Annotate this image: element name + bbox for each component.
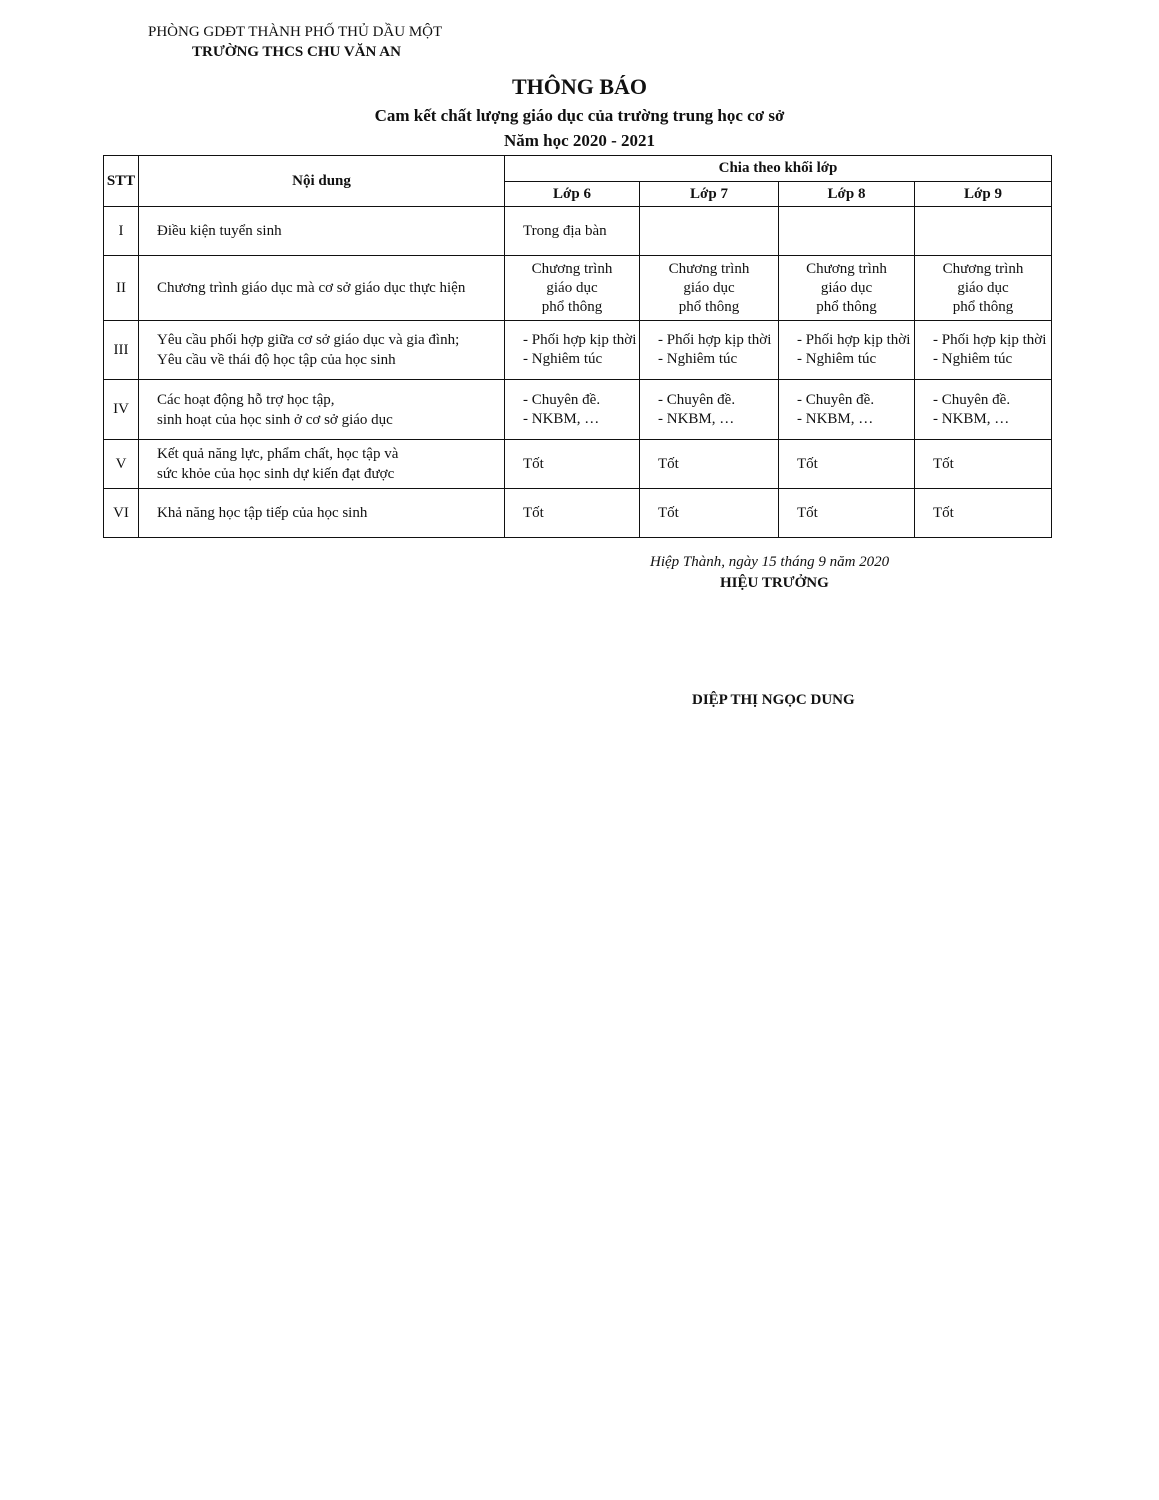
value-line: Tốt <box>523 455 544 472</box>
row-content <box>139 489 505 538</box>
row-content-line: Các hoạt động hỗ trợ học tập, <box>157 391 335 408</box>
value-line: - Nghiêm túc <box>658 351 738 367</box>
header-grade-6: Lớp 6 <box>505 182 640 207</box>
value-line: - Phối hợp kịp thời <box>658 332 772 348</box>
org-line-2: TRƯỜNG THCS CHU VĂN AN <box>192 44 401 60</box>
value-line: Chương trình <box>806 260 887 277</box>
grade-7-value <box>640 321 779 380</box>
row-content-line: Yêu cầu phối hợp giữa cơ sở giáo dục và gia đình; <box>157 332 460 348</box>
row-content-line: sức khỏe của học sinh dự kiến đạt được <box>157 466 395 482</box>
row-stt: VI <box>104 489 139 538</box>
row-content-line: Chương trình giáo dục mà cơ sở giáo dục thực hiện <box>157 280 466 296</box>
row-content <box>139 321 505 380</box>
value-line: - Chuyên đề. <box>523 391 601 408</box>
quality-commitment-table <box>103 155 1052 538</box>
value-line: - NKBM, … <box>658 410 735 427</box>
value-line: Chương trình <box>668 260 750 277</box>
value-line: Tốt <box>933 455 954 472</box>
header-grade-group: Chia theo khối lớp <box>505 156 1052 182</box>
grade-7-value <box>640 207 779 256</box>
grade-9-value <box>915 256 1052 321</box>
row-content-line: Điều kiện tuyển sinh <box>157 223 282 239</box>
value-line: - Nghiêm túc <box>797 351 877 367</box>
row-stt: IV <box>104 380 139 440</box>
header-grade-7: Lớp 7 <box>640 182 779 207</box>
value-line: giáo dục <box>683 279 735 296</box>
value-line: giáo dục <box>820 279 873 296</box>
table-row <box>104 440 1052 489</box>
grade-9-value <box>915 321 1052 380</box>
value-line: phổ thông <box>952 298 1014 315</box>
grade-7-value <box>640 489 779 538</box>
row-content-line: Kết quả năng lực, phẩm chất, học tập và <box>157 446 399 462</box>
signer-role: HIỆU TRƯỞNG <box>720 575 829 591</box>
row-content-line: Khả năng học tập tiếp của học sinh <box>157 505 368 521</box>
grade-9-value <box>915 489 1052 538</box>
grade-7-value <box>640 380 779 440</box>
grade-6-value <box>505 440 640 489</box>
place-date: Hiệp Thành, ngày 15 tháng 9 năm 2020 <box>650 554 890 570</box>
value-line: - NKBM, … <box>933 410 1010 427</box>
grade-8-value <box>779 207 915 256</box>
grade-6-value <box>505 207 640 256</box>
signer-name: DIỆP THỊ NGỌC DUNG <box>692 692 855 708</box>
row-content <box>139 207 505 256</box>
grade-7-value <box>640 256 779 321</box>
grade-6-value <box>505 380 640 440</box>
grade-7-value <box>640 440 779 489</box>
document-title: THÔNG BÁO <box>511 74 648 99</box>
table-row <box>104 207 1052 256</box>
value-line: - Phối hợp kịp thời <box>933 332 1047 348</box>
grade-9-value <box>915 207 1052 256</box>
header-grade-9: Lớp 9 <box>915 182 1052 207</box>
value-line: - Chuyên đề. <box>658 391 736 408</box>
header-stt: STT <box>104 156 139 207</box>
value-line: Trong địa bàn <box>523 222 607 239</box>
row-content <box>139 256 505 321</box>
value-line: phổ thông <box>678 298 740 315</box>
header-content: Nội dung <box>139 156 505 207</box>
document-subtitle: Cam kết chất lượng giáo dục của trường trung học cơ sở <box>374 106 785 125</box>
value-line: Chương trình <box>942 260 1024 277</box>
row-content-line: Yêu cầu về thái độ học tập của học sinh <box>157 352 396 368</box>
value-line: - Chuyên đề. <box>797 391 875 408</box>
row-content-line: sinh hoạt của học sinh ở cơ sở giáo dục <box>157 411 393 428</box>
school-year: Năm học 2020 - 2021 <box>503 131 656 150</box>
row-stt: II <box>104 256 139 321</box>
row-stt: III <box>104 321 139 380</box>
value-line: phổ thông <box>541 298 603 315</box>
value-line: phổ thông <box>816 298 877 315</box>
grade-6-value <box>505 321 640 380</box>
value-line: - Phối hợp kịp thời <box>797 332 911 348</box>
value-line: - Phối hợp kịp thời <box>523 332 637 348</box>
grade-8-value <box>779 440 915 489</box>
grade-8-value <box>779 489 915 538</box>
value-line: Tốt <box>658 455 679 472</box>
value-line: - Nghiêm túc <box>523 351 603 367</box>
header-grade-8: Lớp 8 <box>779 182 915 207</box>
grade-6-value <box>505 489 640 538</box>
value-line: - NKBM, … <box>523 410 600 427</box>
grade-8-value <box>779 256 915 321</box>
grade-9-value <box>915 380 1052 440</box>
value-line: Tốt <box>797 455 818 472</box>
table-row <box>104 380 1052 440</box>
value-line: Tốt <box>658 504 679 521</box>
value-line: Tốt <box>523 504 544 521</box>
row-stt: V <box>104 440 139 489</box>
grade-8-value <box>779 321 915 380</box>
value-line: Tốt <box>933 504 954 521</box>
grade-8-value <box>779 380 915 440</box>
row-content <box>139 380 505 440</box>
value-line: - NKBM, … <box>797 410 874 427</box>
grade-6-value <box>505 256 640 321</box>
table-row <box>104 489 1052 538</box>
value-line: - Chuyên đề. <box>933 391 1011 408</box>
value-line: - Nghiêm túc <box>933 351 1013 367</box>
value-line: Chương trình <box>531 260 613 277</box>
org-line-1: PHÒNG GDĐT THÀNH PHỐ THỦ DẦU MỘT <box>148 24 443 40</box>
value-line: giáo dục <box>546 279 598 296</box>
table-row <box>104 321 1052 380</box>
table-row <box>104 256 1052 321</box>
grade-9-value <box>915 440 1052 489</box>
row-stt: I <box>104 207 139 256</box>
row-content <box>139 440 505 489</box>
value-line: Tốt <box>797 504 818 521</box>
value-line: giáo dục <box>957 279 1009 296</box>
